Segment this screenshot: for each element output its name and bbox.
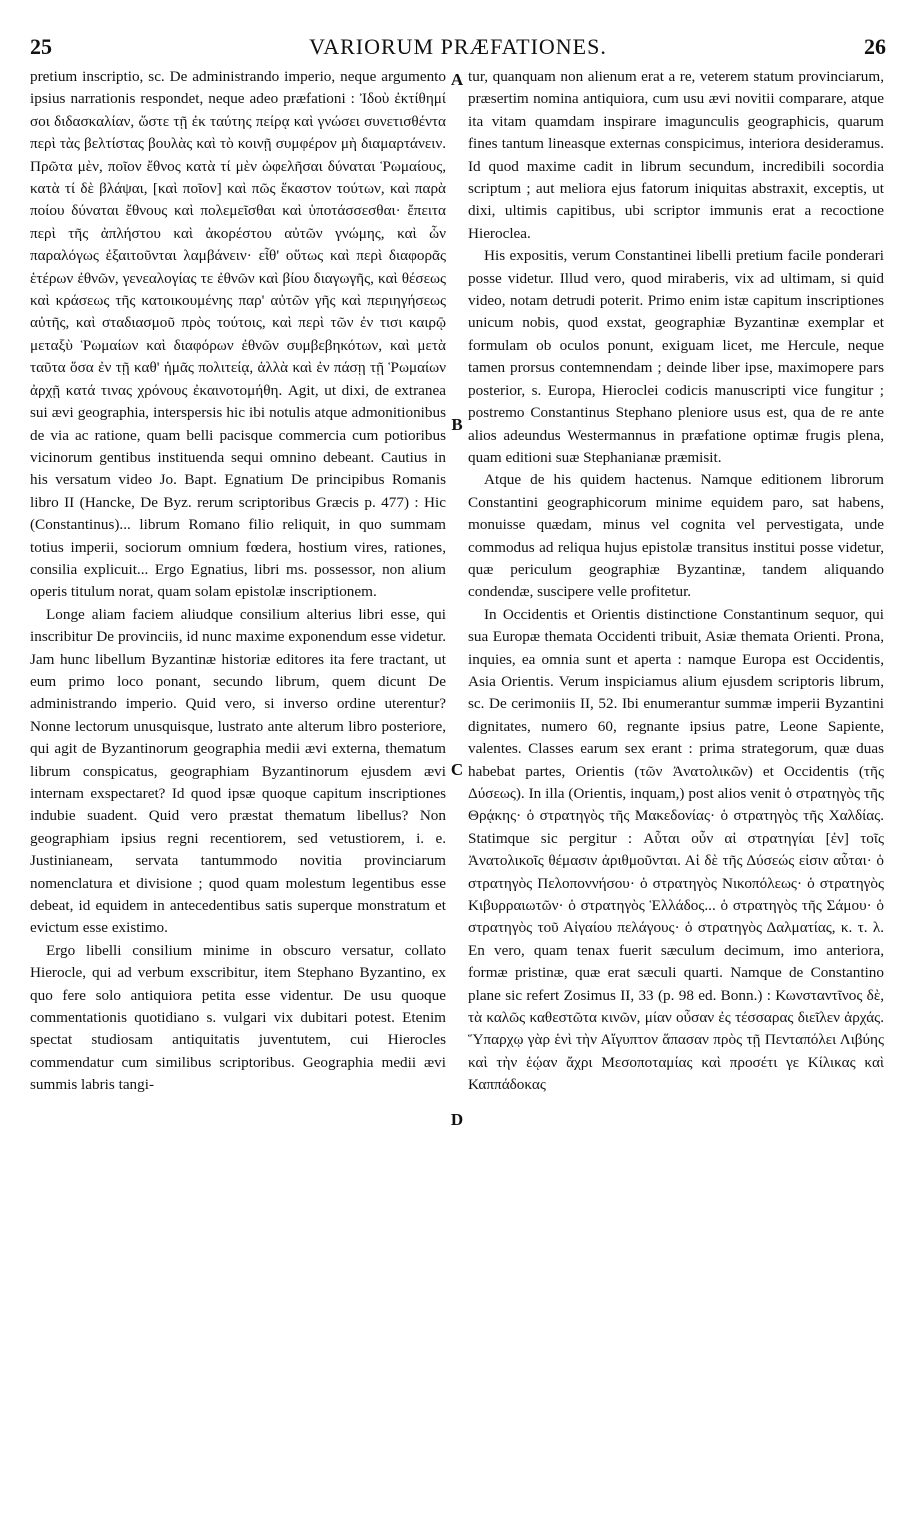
left-paragraph-3: Ergo libelli consilium minime in obscuro versatur, collato Hierocle, qui ad verbum exscribitur, item Stephano Byzantino, ex quo fere solo antiquiora petita esse videntur. De usu quoque commentationis quotidiano s. vulgari vix dubitari potest. Etenim spectat studiosam antiquitatis juventutem, cui Hierocles commendatur cum similibus scriptoribus. Geographia medii ævi summis labris tangi- (30, 941, 446, 1094)
margin-letter-b: B (451, 415, 463, 434)
margin-letter-c: C (450, 760, 464, 779)
right-page-number: 26 (864, 34, 886, 59)
right-column (468, 66, 884, 1532)
running-title: VARIORUM PRÆFATIONES. (309, 34, 607, 59)
margin-letter-a: A (450, 70, 464, 89)
running-header (30, 26, 886, 60)
right-paragraph-3: Atque de his quidem hactenus. Namque editionem librorum Constantini geographicorum minime equidem paro, sat habens, monuisse quædam, minus vel cognita vel pervestigata, unde commodus ad reliqua hujus epistolæ transitus institui posse videtur, quæ periculum geographiæ Byzantinæ, tandem aliquando condendæ, suscipere velle profitetur. (468, 471, 884, 601)
left-paragraph-1: pretium inscriptio, sc. De administrando imperio, neque argumento ipsius narrationis respondet, neque adeo præfationi : Ἰδοὺ ἐκτίθημί σοι διδασκαλίαν, ὥστε τῇ ἐκ ταύτης πείρᾳ καὶ γνώσει συνετισθέντα περὶ τὰς βελτίστας βουλὰς καὶ τὸ κοινῇ συμφέρον μὴ διαμαρτάνειν. Πρῶτα μὲν, ποῖον ἔθνος κατὰ τί μὲν ὠφελῆσαι δύναται Ῥωμαίους, κατὰ τί δὲ βλάψαι, [καὶ ποῖον] καὶ πῶς ἕκαστον τούτων, καὶ παρὰ ποίου δύναται ἔθνους καὶ πολεμεῖσθαι καὶ ὑποτάσσεσθαι· ἔπειτα περὶ τῆς ἀπλήστου καὶ ἀκορέστου αὐτῶν γνώμης, καὶ ὧν παραλόγως ἐξαιτοῦνται λαμβάνειν· εἶθ' οὕτως καὶ περὶ διαφορᾶς ἑτέρων ἐθνῶν, γενεαλογίας τε ἐθνῶν καὶ βίου διαγωγῆς, καὶ θέσεως καὶ κράσεως τῆς κατοικουμένης παρ' αὐτῶν γῆς καὶ περιηγήσεως αὐτῆς, καὶ σταδιασμοῦ πρὸς τούτοις, καὶ περὶ τῶν ἐν τισι καιρῷ μεταξὺ Ῥωμαίων καὶ διαφόρων ἐθνῶν συμβεβηκότων, καὶ μετὰ ταῦτα ὅσα ἐν τῇ καθ' ἡμᾶς πολιτείᾳ, ἀλλὰ καὶ ἐν πάσῃ τῇ Ῥωμαίων ἀρχῇ κατά τινας χρόνους ἐκαινοτομήθη. Agit, ut dixi, de extranea sui ævi geographia, interspersis hic ibi notulis atque admonitionibus de via ac ratione, quam belli pacisque commercia cum potioribus vicinorum gentibus instituenda sequi omnino debeant. Cautius in his versatum video Jo. Bapt. Egnatium De principibus Romanis libro II (Hancke, De Byz. rerum scriptoribus Græcis p. 477) : Hic (Constantinus)... librum Romano filio reliquit, in quo summam totius imperii, sociorum omnium fœdera, hostium vires, rationes, consilia explicuit... Ergo Egnatius, libri ms. possessor, non alium operis titulum norat, quam solam epistolæ inscriptionem. (30, 68, 446, 601)
left-paragraph-2: Longe aliam faciem aliudque consilium alterius libri esse, qui inscribitur De provinciis, id nunc maxime exponendum esse videtur. Jam hunc libellum Byzantinæ historiæ editores ita fere tractant, ut eum primo loco ponant, secundo librum, quem dicunt De administrando imperio. Quid vero, si inverso ordine uterentur? Nonne lectorum unusquisque, lustrato ante alterum libro posteriore, qui agit de Byzantinorum geographia medii ævi externa, thematum librum conspicatus, geographiam Byzantinorum ejusdem ævi internam exspectaret? Id quod ipsæ quoque capitum inscriptiones indubie suadent. Quid vero præstat thematum libellus? Non geographiam ipsius regni recentiorem, sed vetustiorem, i. e. Justinianeam, servata tantummodo novitia provinciarum nomenclatura et divisione ; quod quam molestum legentibus esse debeat, id equidem in antecedentibus satis superque monstratum et evictum esse existimo. (30, 605, 446, 937)
right-paragraph-4: In Occidentis et Orientis distinctione Constantinum sequor, qui sua Europæ themata Occidenti tribuit, Asiæ themata Orienti. Prona, inquies, ea omnia sunt et aperta : namque Europa est Occidentis, Asia Orientis. Verum inspiciamus alium ejusdem scriptoris librum, sc. De cerimoniis II, 52. Ibi enumerantur summæ imperii Byzantini dignitates, numero 60, regnante ipsius patre, Leone Sapiente, valentes. Classes earum sex erant : prima strategorum, quæ duas habebat partes, Orientis (τῶν Ἀνατολικῶν) et Occidentis (τῆς Δύσεως). In illa (Orientis, inquam,) post alios venit ὁ στρατηγὸς τῆς Θρᾴκης· ὁ στρατηγὸς τῆς Μακεδονίας· ὁ στρατηγὸς τῆς Χαλδίας. Statimque sic pergitur : Αὗται οὖν αἱ στρατηγίαι [ἐν] τοῖς Ἀνατολικοῖς θέμασιν ἀριθμοῦνται. Αἱ δὲ τῆς Δύσεώς εἰσιν αὗται· ὁ στρατηγὸς Πελοποννήσου· ὁ στρατηγὸς Νικοπόλεως· ὁ στρατηγὸς Κιβυρραιωτῶν· ὁ στρατηγὸς Ἑλλάδος... ὁ στρατηγὸς τῆς Σάμου· ὁ στρατηγὸς τοῦ Αἰγαίου πελάγους· ὁ στρατηγὸς Δαλματίας, κ. τ. λ. En vero, quam tenax fuerit sæculum decimum, imo anteriora, formæ pristinæ, quæ erat sæculi quarti. Namque de Constantino plane sic refert Zosimus II, 33 (p. 98 ed. Bonn.) : Κωνσταντῖνος δὲ, τὰ καλῶς καθεστῶτα κινῶν, μίαν οὖσαν ἐς τέσσαρας διεῖλεν ἀρχάς. Ὕπαρχῳ γὰρ ἑνὶ τὴν Αἴγυπτον ἅπασαν πρὸς τῇ Πενταπόλει Λιβύης καὶ τὴν ἑῴαν ἄχρι Μεσοποταμίας καὶ προσέτι γε Κίλικας καὶ Καππάδοκας (468, 605, 884, 1094)
left-column (30, 66, 446, 1532)
margin-letter-d: D (450, 1110, 464, 1129)
left-page-number: 25 (30, 34, 52, 59)
right-paragraph-1: tur, quanquam non alienum erat a re, veterem statum provinciarum, præsertim nomina antiquiora, cum usu ævi novitii comparare, atque ita vitam quamdam inspirare imagunculis geographicis, quarum fines tantum lineasque externas conspicimus, interiora desideramus. Id quod maxime cadit in librum secundum, incredibili socordia scriptum ; aut meliora ejus fatorum iniquitas abstraxit, exceptis, ut dixi, ultimis capitibus, ubi scriptor immunis erat a recoctione Hieroclea. (468, 68, 884, 242)
right-paragraph-2: His expositis, verum Constantinei libelli pretium facile ponderari posse videtur. Illud vero, quod miraberis, vix ad ultimam, si quid video, notam detrudi poterit. Primo enim istæ capitum inscriptiones unicum nobis, quod exstat, geographiæ Byzantinæ exemplar et formulam ob oculos ponunt, exiguam licet, me Hercule, neque tamen prorsus contemnendam ; deinde liber ipse, maximopere pars posterior, s. Europa, Hieroclei codicis manuscripti vice fungitur ; postremo Constantinus Stephano pleniore usus est, qua de re ante alios adeundus Westermannus in præfatione optimæ frugis plena, quam editioni suæ Stephanianæ præmisit. (468, 247, 884, 466)
